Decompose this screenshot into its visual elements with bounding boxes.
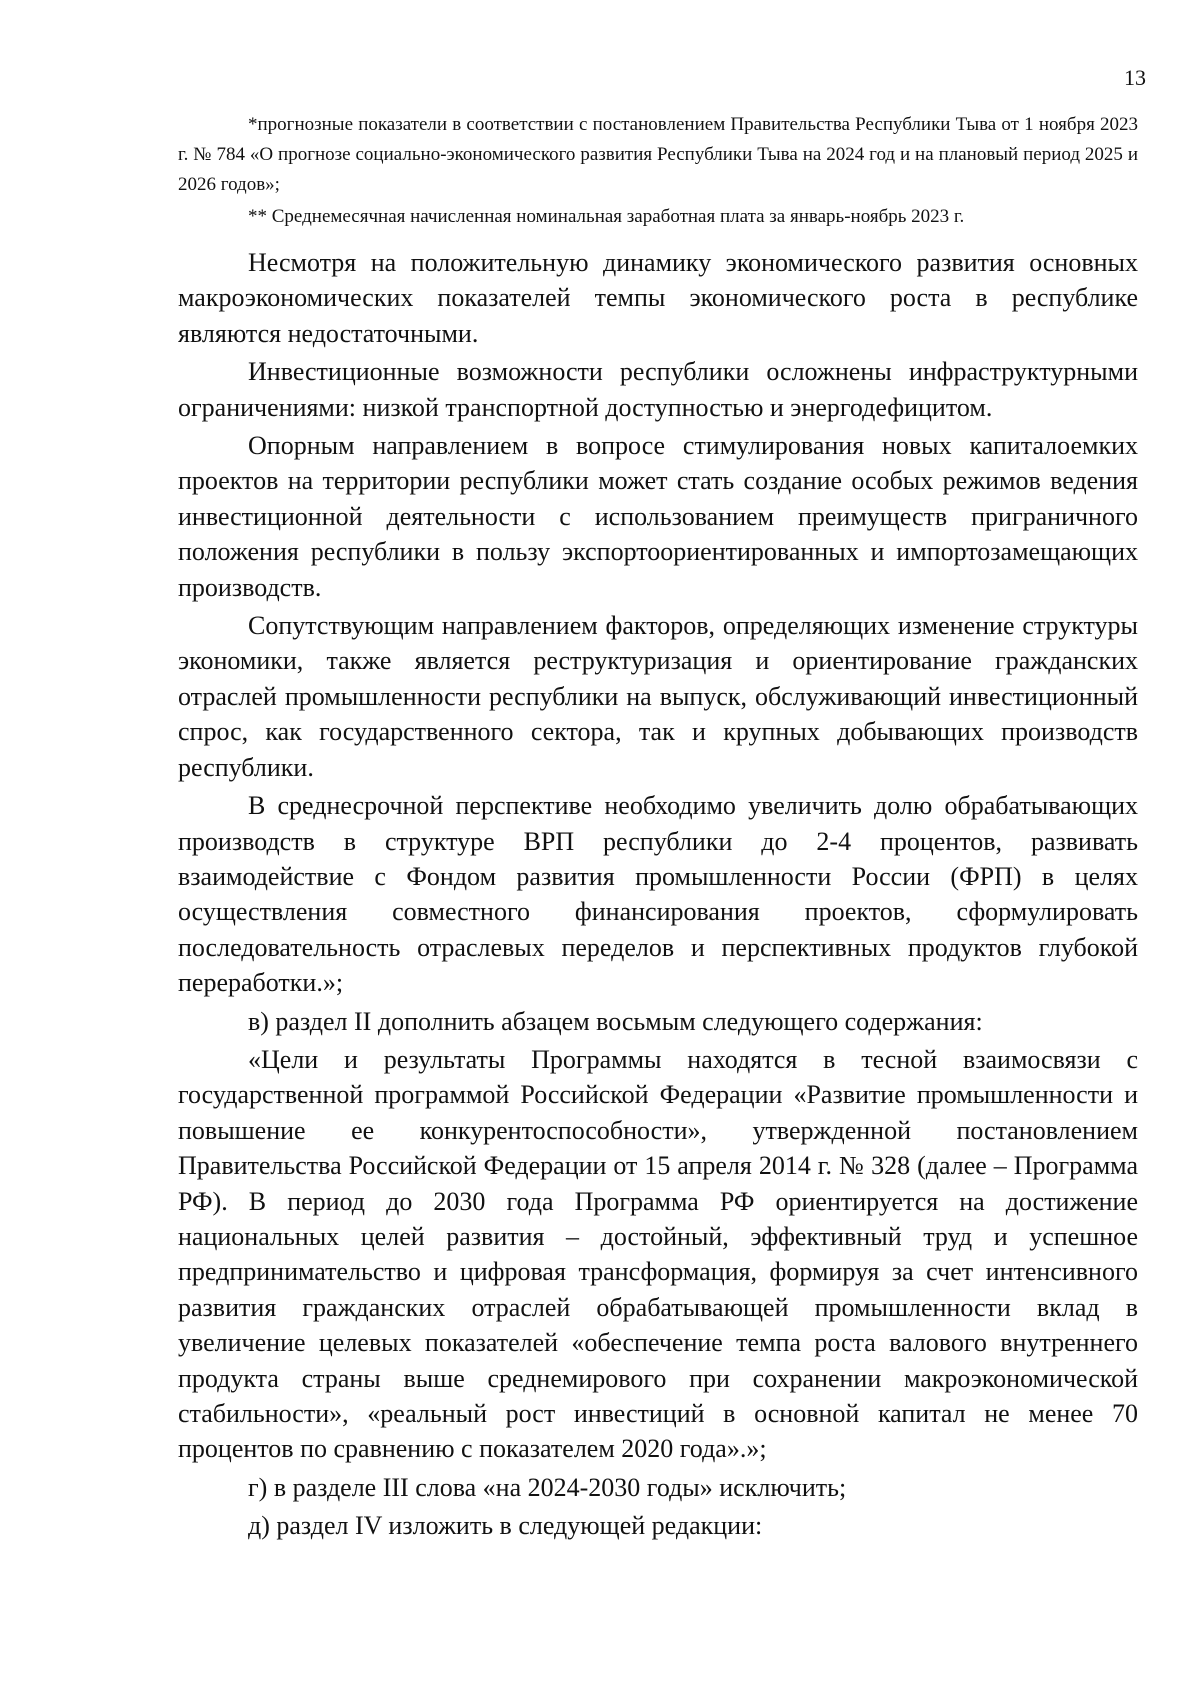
paragraph-medium-term: В среднесрочной перспективе необходимо увеличить долю обрабатывающих производств в структуре ВРП республики до 2-4 процентов, развивать взаимодействие с Фондом развития промышленности России (ФРП) в целях осуществления совместного финансирования проектов, сформулировать последовательность отраслевых переделов и перспективных продуктов глубокой переработки.»; [178,791,1138,998]
paragraph-restructuring: Сопутствующим направлением факторов, определяющих изменение структуры экономики, также является реструктуризация и ориентирование гражданских отраслей промышленности республики на выпуск, обслуживающий инвестиционный спрос, как государственного сектора, так и крупных добывающих производств республики. [178,611,1138,782]
document-body [178,110,1138,1547]
paragraph-amendment-v: в) раздел II дополнить абзацем восьмым следующего содержания: [248,1006,983,1036]
paragraph-investment-constraints: Инвестиционные возможности республики осложнены инфраструктурными ограничениями: низкой транспортной доступностью и энергодефицитом. [178,357,1138,422]
paragraph-economic-growth: Несмотря на положительную динамику экономического развития основных макроэкономических показателей темпы экономического роста в республике являются недостаточными. [178,248,1138,348]
paragraph-program-goals: «Цели и результаты Программы находятся в тесной взаимосвязи с государственной программой Российской Федерации «Развитие промышленности и повышение ее конкурентоспособности», утвержденной постановлением Правительства Российской Федерации от 15 апреля 2014 г. № 328 (далее – Программа РФ). В период до 2030 года Программа РФ ориентируется на достижение национальных целей развития – достойный, эффективный труд и успешное предпринимательство и цифровая трансформация, формируя за счет интенсивного развития гражданских отраслей обрабатывающей промышленности вклад в увеличение целевых показателей «обеспечение темпа роста валового внутреннего продукта страны выше среднемирового при сохранении макроэкономической стабильности», «реальный рост инвестиций в основной капитал не менее 70 процентов по сравнению с показателем 2020 года».»; [178,1044,1138,1464]
footnote-salary: ** Среднемесячная начисленная номинальная заработная плата за январь-ноябрь 2023 г. [248,206,965,227]
paragraph-special-regimes: Опорным направлением в вопросе стимулирования новых капиталоемких проектов на территории республики может стать создание особых режимов ведения инвестиционной деятельности с использованием преимуществ приграничного положения республики в пользу экспортоориентированных и импортозамещающих производств. [178,431,1138,602]
page-number: 13 [1124,65,1146,90]
paragraph-amendment-d: д) раздел IV изложить в следующей редакции: [248,1511,763,1541]
footnote-forecast: *прогнозные показатели в соответствии с постановлением Правительства Республики Тыва от 1 ноября 2023 г. № 784 «О прогнозе социально-экономического развития Республики Тыва на 2024 год и на плановый период 2025 и 2026 годов»; [178,114,1138,195]
paragraph-amendment-g: г) в разделе III слова «на 2024-2030 годы» исключить; [248,1472,847,1502]
